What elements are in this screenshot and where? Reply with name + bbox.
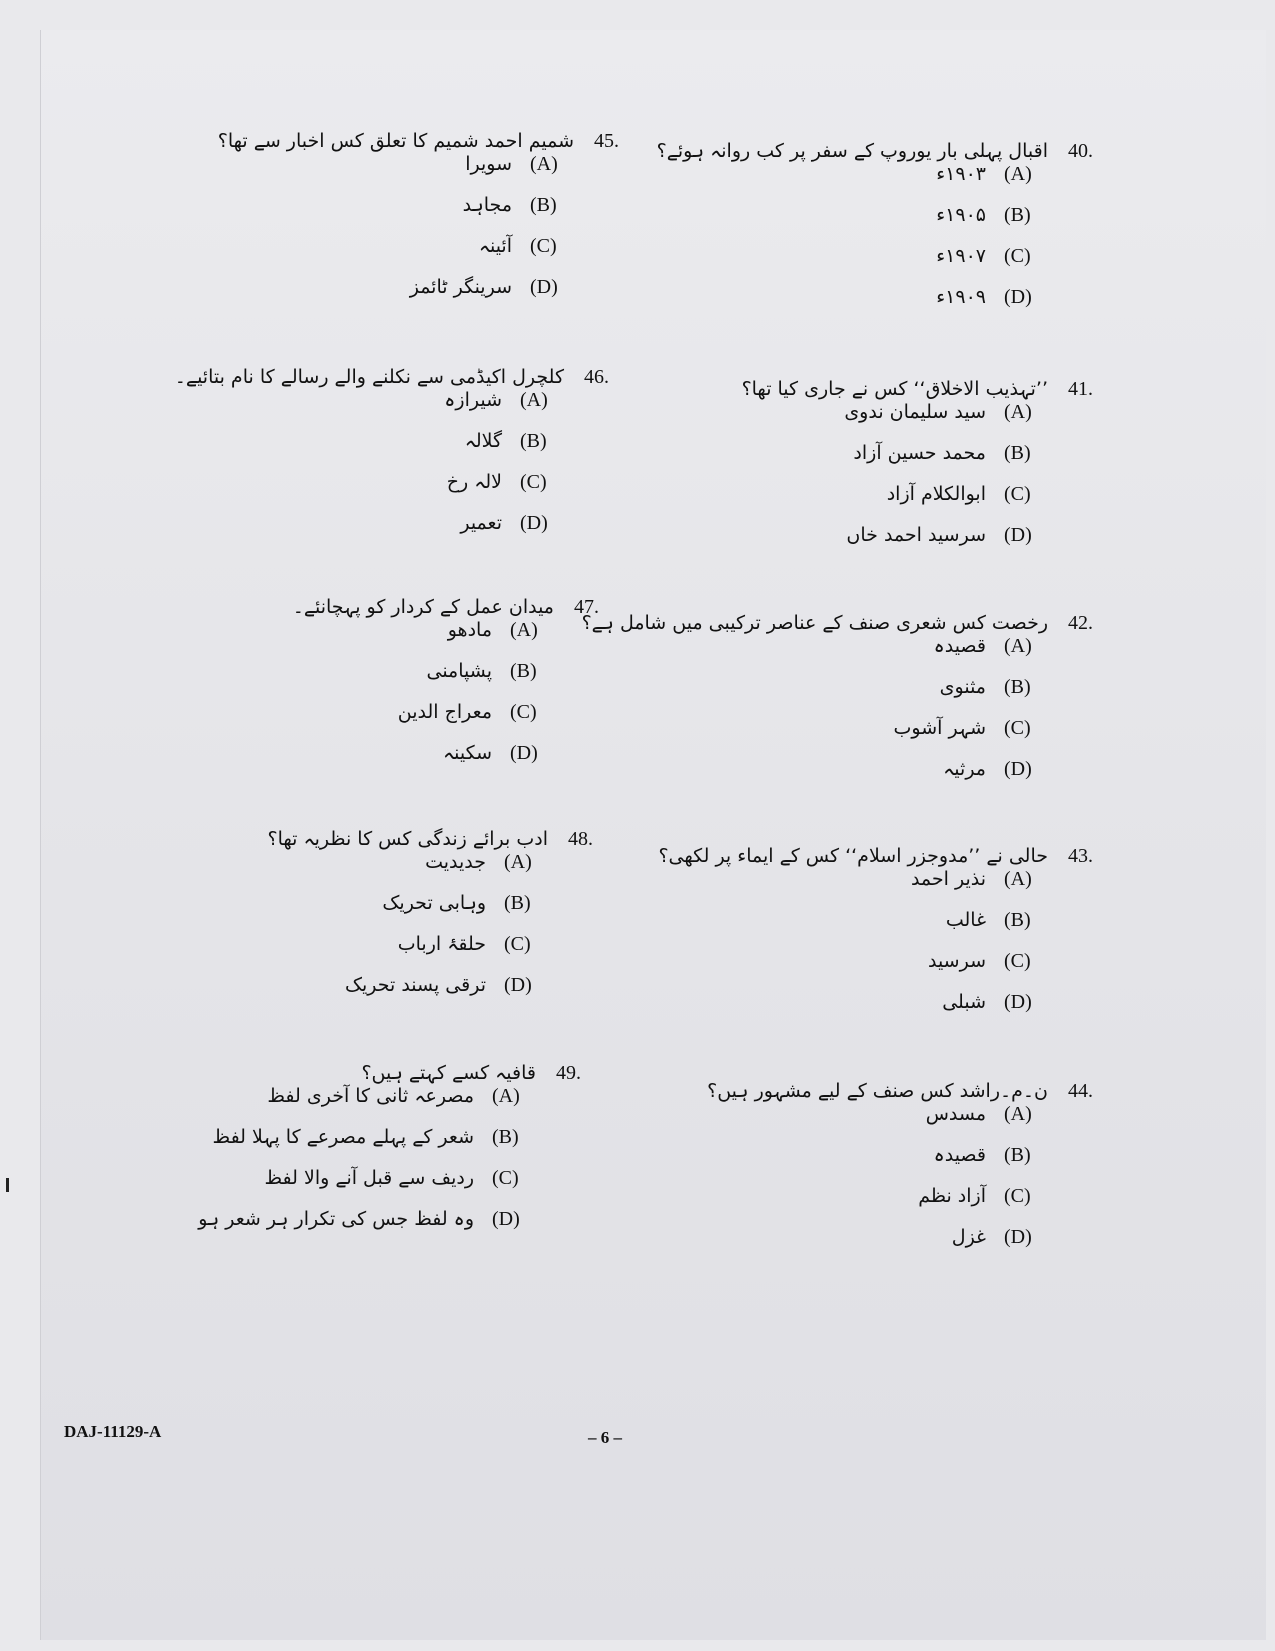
question-number: 47. [574, 596, 599, 618]
option-a: (A) سید سلیمان ندوی [844, 401, 1032, 423]
option-d: (D) تعمیر [460, 512, 548, 534]
option-a: (A) سویرا [465, 153, 558, 175]
question-40 [657, 140, 1138, 327]
question-48 [268, 828, 638, 1015]
question-number: 49. [556, 1062, 581, 1084]
question-45 [218, 130, 664, 317]
question-number: 42. [1068, 612, 1093, 634]
question-text: میدان عمل کے کردار کو پہچانئے۔ [292, 596, 554, 618]
question-text: قافیہ کسے کہتے ہیں؟ [361, 1062, 536, 1084]
option-d: (D) وہ لفظ جس کی تکرار ہر شعر ہو [198, 1208, 520, 1230]
question-number: 43. [1068, 845, 1093, 867]
question-number: 44. [1068, 1080, 1093, 1102]
question-number: 48. [568, 828, 593, 850]
option-b: (B) گلالہ [464, 430, 547, 452]
option-d: (D) غزل [951, 1226, 1032, 1248]
option-a: (A) مادھو [447, 619, 538, 641]
option-c: (C) ۱۹۰۷ء [936, 245, 1031, 267]
question-text: حالی نے ’’مدوجزر اسلام‘‘ کس کے ایماء پر لکھی؟ [658, 845, 1048, 867]
option-b: (B) ۱۹۰۵ء [936, 204, 1031, 226]
question-number: 45. [594, 130, 619, 152]
option-d: (D) سکینہ [442, 742, 538, 764]
option-a: (A) نذیر احمد [910, 868, 1032, 890]
question-42 [582, 612, 1138, 799]
option-b: (B) شعر کے پہلے مصرعے کا پہلا لفظ [212, 1126, 519, 1148]
option-c: (C) ردیف سے قبل آنے والا لفظ [264, 1167, 519, 1189]
question-number: 41. [1068, 378, 1093, 400]
question-49 [198, 1062, 626, 1249]
question-text: رخصت کس شعری صنف کے عناصر ترکیبی میں شامل ہے؟ [581, 612, 1048, 634]
option-a: (A) مسدس [925, 1103, 1032, 1125]
question-number: 46. [584, 366, 609, 388]
option-a: (A) جدیدیت [425, 851, 532, 873]
question-text: ’’تہذیب الاخلاق‘‘ کس نے جاری کیا تھا؟ [741, 378, 1048, 400]
question-text: ن۔م۔راشد کس صنف کے لیے مشہور ہیں؟ [707, 1080, 1048, 1102]
option-a: (A) قصیدہ [933, 635, 1032, 657]
question-47 [293, 596, 644, 783]
page-number: – 6 – [588, 1428, 622, 1447]
option-d: (D) سرینگر ٹائمز [409, 276, 558, 298]
option-b: (B) پشپامنی [426, 660, 537, 682]
option-c: (C) ابوالکلام آزاد [886, 483, 1031, 505]
option-d: (D) شبلی [942, 991, 1032, 1013]
margin-mark [6, 1178, 9, 1192]
option-a: (A) شیرازہ [444, 389, 548, 411]
option-c: (C) شہر آشوب [893, 717, 1031, 739]
option-d: (D) ۱۹۰۹ء [936, 286, 1032, 308]
option-c: (C) سرسید [927, 950, 1031, 972]
question-text: اقبال پہلی بار یوروپ کے سفر پر کب روانہ ہوئے؟ [656, 140, 1048, 162]
question-text: شمیم احمد شمیم کا تعلق کس اخبار سے تھا؟ [217, 130, 574, 152]
question-46 [175, 366, 654, 553]
paper-code: DAJ-11129-A [64, 1422, 162, 1441]
option-b: (B) قصیدہ [933, 1144, 1031, 1166]
option-b: (B) مجاہد [462, 194, 557, 216]
option-a: (A) ۱۹۰۳ء [936, 163, 1032, 185]
question-43 [658, 845, 1138, 1032]
option-b: (B) وہابی تحریک [382, 892, 531, 914]
option-c: (C) آزاد نظم [918, 1185, 1031, 1207]
option-d: (D) سرسید احمد خاں [846, 524, 1032, 546]
option-c: (C) لالہ رخ [446, 471, 547, 493]
option-c: (C) حلقۂ ارباب [397, 933, 531, 955]
option-b: (B) مثنوی [939, 676, 1031, 698]
option-b: (B) محمد حسین آزاد [853, 442, 1031, 464]
question-text: کلچرل اکیڈمی سے نکلنے والے رسالے کا نام بتائیے۔ [174, 366, 564, 388]
question-text: ادب برائے زندگی کس کا نظریہ تھا؟ [267, 828, 548, 850]
question-41 [742, 378, 1138, 565]
option-d: (D) مرثیہ [943, 758, 1032, 780]
option-a: (A) مصرعہ ثانی کا آخری لفظ [267, 1085, 520, 1107]
question-44 [707, 1080, 1138, 1267]
question-number: 40. [1068, 140, 1093, 162]
option-c: (C) معراج الدین [397, 701, 537, 723]
option-c: (C) آئینہ [478, 235, 557, 257]
option-b: (B) غالب [945, 909, 1031, 931]
exam-page [40, 30, 1266, 1640]
option-d: (D) ترقی پسند تحریک [344, 974, 532, 996]
